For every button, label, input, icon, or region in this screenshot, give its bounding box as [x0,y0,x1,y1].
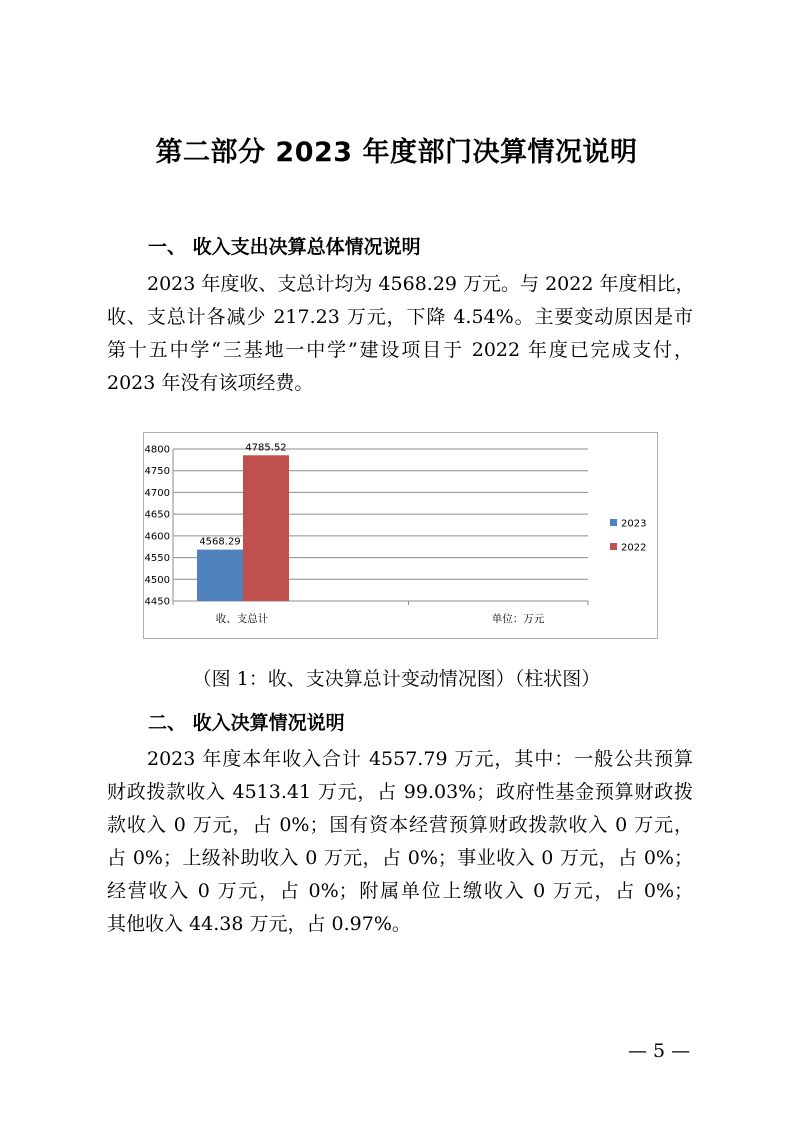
legend-swatch [610,543,617,550]
paragraph-line: 其他收入 44.38 万元，占 0.97%。 [107,913,411,935]
paragraph-line: 2023 年度收、支总计均为 4568.29 万元。与 2022 年度相比， [147,273,695,295]
paragraph-line: 款收入 0 万元，占 0%；国有资本经营预算财政拨款收入 0 万元， [107,814,693,836]
data-label: 4785.52 [245,442,287,454]
y-tick-label: 4450 [144,596,170,608]
section-1-paragraph [107,268,693,400]
y-tick-label: 4550 [144,553,170,565]
bar-2022 [243,455,289,601]
paragraph-line: 收、支总计各减少 217.23 万元，下降 4.54%。主要变动原因是市 [107,306,693,328]
section-2-paragraph [107,743,693,941]
y-tick-label: 4500 [144,574,170,586]
legend-label: 2023 [621,518,647,530]
section-1-heading: 一、 收入支出决算总体情况说明 [148,236,421,258]
paragraph-line: 2023 年没有该项经费。 [107,372,314,394]
y-tick-label: 4800 [144,444,170,456]
paragraph-line: 经营收入 0 万元，占 0%；附属单位上缴收入 0 万元，占 0%； [107,880,693,902]
legend-label: 2022 [621,542,647,554]
y-tick-label: 4600 [144,531,170,543]
paragraph-line: 第十五中学“三基地一中学”建设项目于 2022 年度已完成支付， [107,339,693,361]
bar-2023 [197,550,243,601]
x-category-label: 收、支总计 [215,613,269,625]
data-label: 4568.29 [199,536,241,548]
legend-swatch [610,519,617,526]
paragraph-line: 2023 年度本年收入合计 4557.79 万元，其中：一般公共预算 [147,748,693,770]
bar-chart [143,432,658,639]
unit-label: 单位：万元 [491,613,545,625]
figure-caption: （图 1：收、支决算总计变动情况图）（柱状图） [192,668,601,690]
page-title: 第二部分 2023 年度部门决算情况说明 [155,137,638,168]
section-2-heading: 二、 收入决算情况说明 [148,712,345,734]
bar-chart-svg [144,433,657,638]
y-tick-label: 4700 [144,487,170,499]
paragraph-line: 占 0%；上级补助收入 0 万元，占 0%；事业收入 0 万元，占 0%； [107,847,693,869]
page-number: — 5 — [628,1040,691,1062]
paragraph-line: 财政拨款收入 4513.41 万元，占 99.03%；政府性基金预算财政拨 [107,781,693,803]
y-tick-label: 4750 [144,466,170,478]
y-tick-label: 4650 [144,509,170,521]
